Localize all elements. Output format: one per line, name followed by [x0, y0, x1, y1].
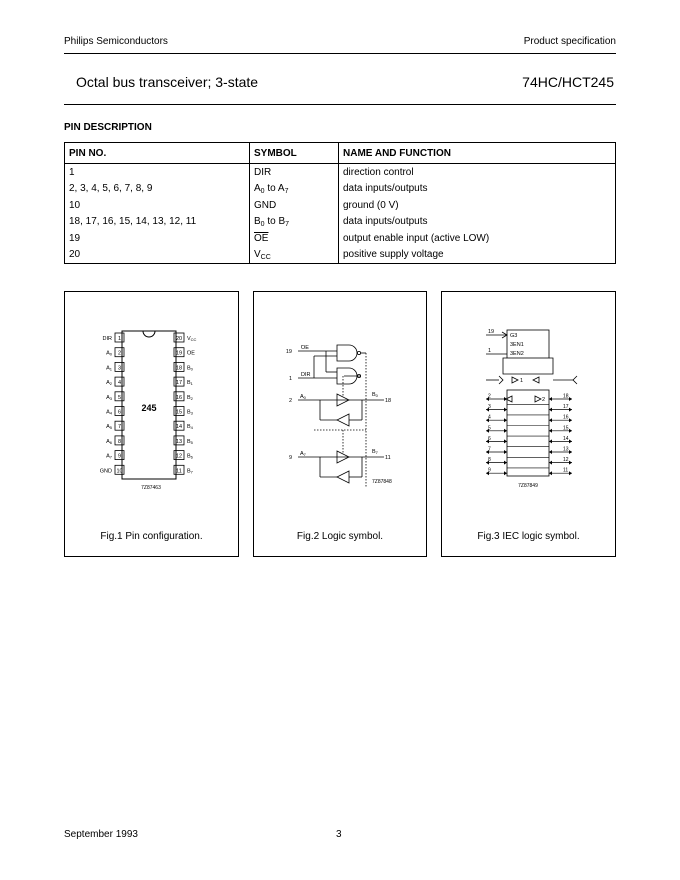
a-pin-number: 4 — [488, 414, 491, 421]
arrowhead — [549, 408, 552, 412]
pin-cell: 20 — [69, 249, 81, 261]
pin-number: 10 — [116, 468, 123, 475]
a-pin-number: 5 — [488, 425, 491, 432]
function-cell: data inputs/outputs — [339, 181, 616, 198]
pin-cell: 19 — [69, 232, 81, 244]
header-name-function: NAME AND FUNCTION — [339, 143, 616, 164]
pin-label: B6 — [187, 453, 193, 460]
pin-label: B5 — [187, 438, 193, 445]
symbol-sub: 0 — [260, 221, 265, 229]
a-pin-number: 7 — [488, 446, 491, 453]
chip-number: 245 — [141, 403, 157, 413]
symbol-sub: 7 — [285, 221, 290, 229]
arrowhead — [569, 397, 572, 401]
arrowhead — [504, 439, 507, 443]
pin-label: B0 — [187, 365, 193, 372]
arrowhead — [549, 397, 552, 401]
pin-number: 2 — [117, 350, 122, 357]
table-row — [65, 164, 616, 181]
pin-number: 7 — [117, 424, 122, 431]
pin-number: 16 — [175, 394, 183, 401]
pin-label: DIR — [102, 336, 112, 342]
pin-label: A0 — [106, 350, 112, 357]
arrowhead — [569, 418, 572, 422]
part-number: 74HC/HCT245 — [522, 74, 614, 90]
b-pin-number: 18 — [563, 393, 569, 400]
table-row — [65, 197, 616, 214]
symbol-cell — [250, 181, 339, 198]
pin-number: 13 — [175, 438, 183, 445]
logic-symbol-diagram — [254, 292, 426, 522]
symbol-overline: $\overline{OE}$ — [254, 232, 269, 244]
pin-number: 18 — [175, 365, 183, 372]
pin-number: 6 — [117, 409, 122, 416]
pin-number: 3 — [117, 365, 122, 372]
pin-number: 14 — [175, 424, 183, 431]
pin-label: B4 — [187, 424, 193, 431]
arrowhead — [549, 429, 552, 433]
arrowhead — [504, 408, 507, 412]
table-row — [65, 181, 616, 198]
arrowhead — [504, 397, 507, 401]
b0-label: B0 — [372, 392, 378, 398]
arrowhead — [504, 429, 507, 433]
symbol-mid: to A — [264, 183, 285, 195]
a0-label: A0 — [300, 394, 306, 400]
header-symbol: SYMBOL — [250, 143, 339, 164]
pin-label: B3 — [187, 409, 193, 416]
a0-pin: 2 — [288, 398, 292, 404]
arrowhead — [549, 461, 552, 465]
pin-label: A7 — [106, 453, 112, 460]
fig1-caption: Fig.1 Pin configuration. — [100, 531, 203, 542]
b-pin-number: 12 — [563, 457, 569, 464]
function-cell: direction control — [339, 164, 616, 181]
pin-label: A2 — [106, 380, 112, 387]
pin-label: A6 — [106, 438, 112, 445]
a7-label: A7 — [300, 451, 306, 457]
symbol-sub: 0 — [260, 188, 265, 196]
pin-number: 12 — [175, 453, 183, 460]
table-row — [65, 214, 616, 231]
pin-number: 19 — [175, 350, 183, 357]
pin-cell: 2, 3, 4, 5, 6, 7, 8, 9 — [69, 183, 153, 195]
b7-pin: 11 — [385, 455, 391, 461]
pin-label: B7 — [187, 468, 193, 475]
fig3-caption: Fig.3 IEC logic symbol. — [477, 531, 580, 542]
a-pin-number: 6 — [488, 435, 491, 442]
doc-type: Product specification — [523, 36, 616, 47]
pin-label: B1 — [187, 380, 193, 387]
pin-number: 9 — [117, 453, 122, 460]
en1-label: 3EN1 — [510, 342, 524, 348]
pin-label: GND — [99, 468, 112, 475]
buffer-b-to-a — [337, 414, 349, 426]
buffer-triangle — [533, 377, 539, 383]
iec-logic-symbol-diagram — [442, 292, 615, 522]
function-cell: output enable input (active LOW) — [339, 230, 616, 247]
dir-label: DIR — [301, 372, 311, 378]
oe-and-gate-top — [337, 345, 357, 361]
arrowhead — [569, 439, 572, 443]
arrowhead — [569, 408, 572, 412]
arrowhead — [504, 450, 507, 454]
symbol-sub: CC — [260, 254, 271, 262]
symbol-letter: V — [254, 249, 261, 261]
b-pin-number: 13 — [563, 446, 569, 453]
fig1-box — [64, 291, 239, 557]
b-pin-number: 16 — [563, 414, 569, 421]
pin-number: 1 — [117, 336, 122, 342]
arrowhead — [549, 450, 552, 454]
symbol-cell: DIR — [250, 164, 339, 181]
arrowhead — [569, 429, 572, 433]
pin-label: A5 — [106, 424, 112, 431]
pin-cell: 1 — [69, 166, 75, 178]
fig2-caption: Fig.2 Logic symbol. — [296, 531, 384, 542]
arrowhead — [504, 461, 507, 465]
pin-cell: 10 — [69, 199, 81, 211]
pin-label: A3 — [106, 394, 112, 401]
arrowhead — [504, 418, 507, 422]
buffer-b-to-a — [337, 471, 349, 483]
symbol-sub: 7 — [284, 188, 289, 196]
symbol-cell — [250, 214, 339, 231]
oe-pin: 19 — [285, 349, 292, 355]
pin-label: A4 — [106, 409, 112, 416]
header-rule-bottom — [64, 104, 616, 105]
ctrl-1-pin: 1 — [488, 348, 492, 354]
dir-pin: 1 — [288, 376, 292, 382]
b-pin-number: 14 — [563, 435, 569, 442]
direction-arrow — [499, 376, 503, 384]
b7-label: B7 — [372, 449, 378, 455]
direction-arrow — [573, 376, 577, 384]
symbol-letter: A — [254, 183, 261, 195]
fig2-box — [253, 291, 427, 557]
function-cell: positive supply voltage — [339, 247, 616, 264]
symbol-cell — [250, 230, 339, 247]
pin-number: 17 — [175, 380, 183, 387]
fig1-code: 7Z87463 — [141, 485, 161, 491]
ic-notch — [143, 331, 155, 337]
a7-pin: 9 — [288, 455, 292, 461]
table-header-row — [65, 143, 616, 164]
a-pin-number: 9 — [488, 467, 491, 474]
pin-number: 20 — [175, 336, 183, 342]
pin-number: 15 — [175, 409, 183, 416]
common-control-shoulder — [503, 358, 553, 374]
pin-number: 5 — [117, 394, 122, 401]
pin-label: B2 — [187, 394, 193, 401]
section-title: PIN DESCRIPTION — [64, 122, 152, 133]
arrowhead — [569, 461, 572, 465]
b0-pin: 18 — [385, 398, 392, 404]
arrowhead — [504, 471, 507, 475]
footer-date: September 1993 — [64, 829, 138, 840]
pin-label: OE — [187, 350, 195, 357]
table-row — [65, 247, 616, 264]
symbol-mid: to B — [264, 216, 286, 228]
pin-number: 4 — [117, 380, 122, 387]
g3-label: G3 — [510, 333, 518, 339]
pin-label: A1 — [106, 365, 112, 372]
symbol-letter: B — [254, 216, 261, 228]
b-pin-number: 17 — [563, 404, 569, 411]
symbol-cell — [250, 247, 339, 264]
symbol-cell: GND — [250, 197, 339, 214]
oe-label: OE — [301, 345, 309, 351]
a-pin-number: 8 — [488, 457, 491, 464]
arrowhead — [569, 450, 572, 454]
function-cell: ground (0 V) — [339, 197, 616, 214]
a-pin-number: 2 — [488, 393, 491, 400]
arrowhead — [549, 418, 552, 422]
t1-label: 1 — [520, 378, 524, 384]
arrowhead — [549, 471, 552, 475]
b-pin-number: 11 — [563, 467, 569, 474]
header-pin-no: PIN NO. — [65, 143, 250, 164]
company-name: Philips Semiconductors — [64, 36, 168, 47]
fig3-code: 7Z87849 — [518, 483, 538, 489]
header-rule-top — [64, 53, 616, 54]
pin-label: VCC — [187, 336, 197, 342]
pin-number: 11 — [176, 468, 182, 475]
pin-number: 8 — [117, 438, 122, 445]
t2-label: 2 — [542, 397, 546, 403]
fig3-box — [441, 291, 616, 557]
ctrl-19-pin: 19 — [488, 329, 495, 335]
a-pin-number: 3 — [488, 404, 491, 411]
inversion-bubble — [357, 351, 360, 354]
table-row — [65, 230, 616, 247]
function-cell: data inputs/outputs — [339, 214, 616, 231]
page-number: 3 — [336, 829, 342, 840]
en2-label: 3EN2 — [510, 351, 524, 357]
pin-cell: 18, 17, 16, 15, 14, 13, 12, 11 — [69, 216, 197, 228]
pin-configuration-diagram — [65, 292, 238, 522]
buffer-triangle — [535, 396, 541, 402]
b-pin-number: 15 — [563, 425, 569, 432]
arrowhead — [569, 471, 572, 475]
pin-description-table — [64, 142, 616, 264]
arrowhead — [549, 439, 552, 443]
buffer-triangle — [512, 377, 518, 383]
doc-title: Octal bus transceiver; 3-state — [76, 74, 259, 90]
fig2-code: 7Z87848 — [372, 479, 392, 485]
